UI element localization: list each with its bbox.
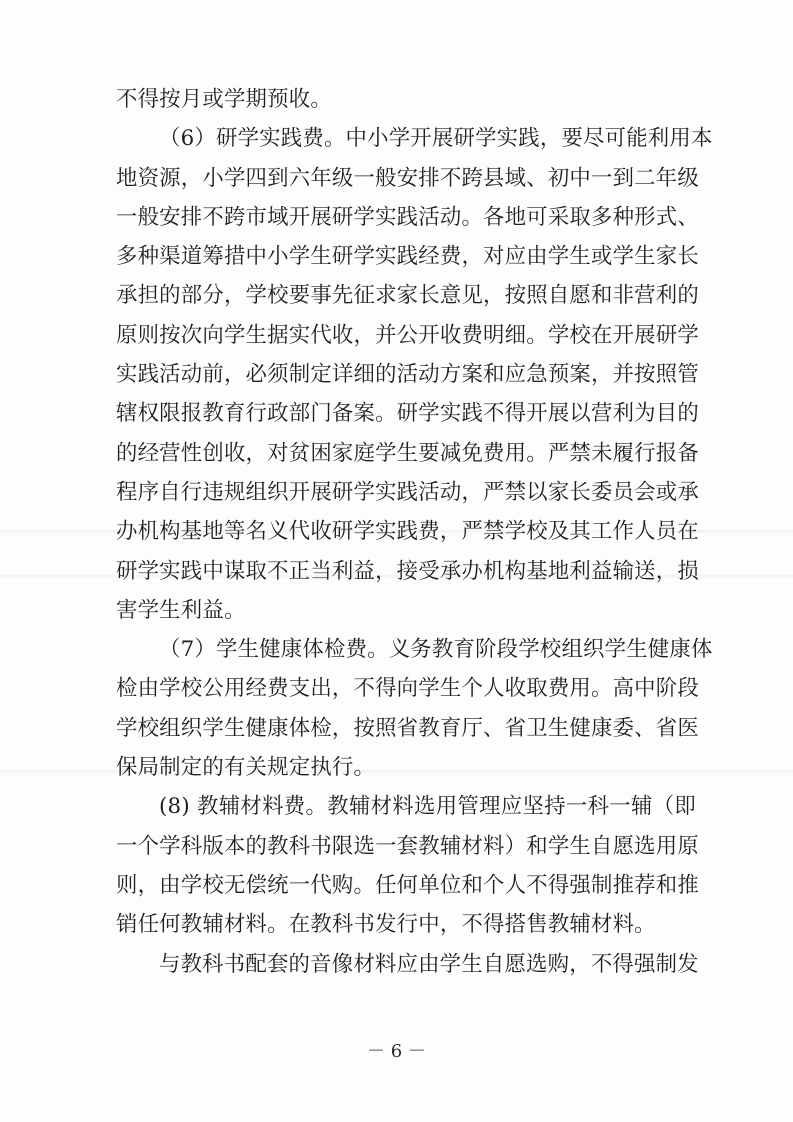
- text-line: 承担的部分，学校要事先征求家长意见，按照自愿和非营利的: [116, 283, 699, 309]
- text-line: 不得按月或学期预收。: [116, 87, 332, 112]
- text-line: 实践活动前，必须制定详细的活动方案和应急预案，并按照管: [116, 362, 699, 388]
- page-number: － 6 －: [367, 1041, 426, 1062]
- text-line: 程序自行违规组织开展研学实践活动，严禁以家长委员会或承: [116, 479, 699, 505]
- paragraph-heading-line: （7）学生健康体检费。义务教育阶段学校组织学生健康体: [159, 637, 713, 663]
- text-line: 多种渠道筹措中小学生研学实践经费，对应由学生或学生家长: [116, 244, 699, 270]
- paragraph-heading-line: (8) 教辅材料费。教辅材料选用管理应坚持一科一辅（即: [159, 794, 696, 820]
- paragraph-line: 与教科书配套的音像材料应由学生自愿选购，不得强制发: [159, 951, 699, 977]
- text-line: 则，由学校无偿统一代购。任何单位和个人不得强制推荐和推: [116, 872, 699, 898]
- text-line: 学校组织学生健康体检，按照省教育厅、省卫生健康委、省医: [116, 715, 699, 741]
- document-body: [116, 80, 713, 984]
- text-line: 害学生利益。: [116, 597, 246, 623]
- text-line: 的经营性创收，对贫困家庭学生要减免费用。严禁未履行报备: [116, 440, 699, 466]
- text-line: 辖权限报教育行政部门备案。研学实践不得开展以营利为目的: [116, 401, 699, 427]
- text-line: 销任何教辅材料。在教科书发行中，不得搭售教辅材料。: [116, 912, 656, 938]
- text-line: 原则按次向学生据实代收，并公开收费明细。学校在开展研学: [116, 322, 699, 348]
- text-line: 一个学科版本的教科书限选一套教辅材料）和学生自愿选用原: [116, 833, 699, 859]
- text-line: 保局制定的有关规定执行。: [116, 755, 376, 781]
- text-line: 地资源，小学四到六年级一般安排不跨县域、初中一到二年级: [116, 165, 699, 191]
- text-line: 办机构基地等名义代收研学实践费，严禁学校及其工作人员在: [116, 519, 699, 545]
- text-line: 检由学校公用经费支出，不得向学生个人收取费用。高中阶段: [116, 676, 699, 702]
- text-line: 一般安排不跨市域开展研学实践活动。各地可采取多种形式、: [116, 204, 699, 230]
- text-line: 研学实践中谋取不正当利益，接受承办机构基地利益输送，损: [116, 558, 699, 584]
- paragraph-heading-line: （6）研学实践费。中小学开展研学实践，要尽可能利用本: [159, 126, 713, 152]
